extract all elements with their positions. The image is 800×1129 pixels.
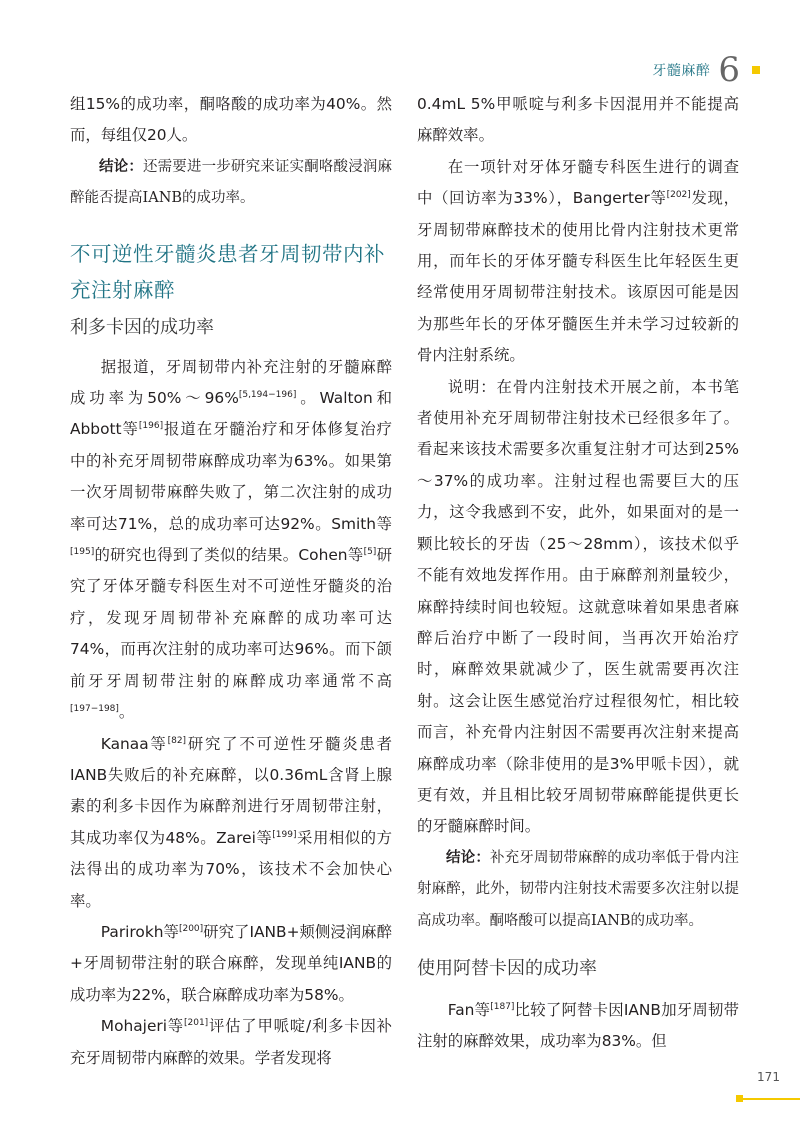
paragraph xyxy=(70,1011,392,1074)
text: 在一项针对牙体牙髓专科医生进行的调查中（回访率为33%），Bangerter等 xyxy=(417,157,739,208)
paragraph xyxy=(70,917,392,1011)
text: 研究了牙体牙髓专科医生对不可逆性牙髓炎的治疗，发现牙周韧带补充麻醉的成功率可达74%，而再次注射的成功率可达96%。而下颌前牙牙周韧带注射的麻醉成功率通常不高 xyxy=(70,546,392,690)
text: 的研究也得到了类似的结果。Cohen等 xyxy=(94,546,364,565)
page-number: 171 xyxy=(757,1070,780,1084)
text: 据报道，牙周韧带内补充注射的牙髓麻醉成功率为50%～96% xyxy=(70,357,392,408)
text: 发现，牙周韧带麻醉技术的使用比骨内注射技术更常用，而年长的牙体牙髓专科医生比年轻医生更经常使用牙周韧带注射技术。该原因可能是因为那些年长的牙体牙髓医生并未学习过较新的骨内注射系统。 xyxy=(417,189,739,365)
paragraph xyxy=(70,352,392,729)
chapter-number: 6 xyxy=(718,50,740,90)
right-column xyxy=(417,89,739,1058)
text: Kanaa等 xyxy=(100,734,168,753)
text: 。Walton和Abbott等 xyxy=(70,389,392,439)
chapter-title: 牙髓麻醉 xyxy=(652,63,711,79)
citation: [187] xyxy=(490,1001,515,1012)
text: 研究了不可逆性牙髓炎患者IANB失败后的补充麻醉，以0.36mL含肾上腺素的利多卡因作为麻醉剂进行牙周韧带注射，其成功率仅为48%。Zarei等 xyxy=(70,734,392,847)
citation: [195] xyxy=(70,546,95,557)
citation: [5,194−196] xyxy=(238,389,297,400)
paragraph: 组15%的成功率，酮咯酸的成功率为40%。然而，每组仅20人。 xyxy=(70,95,392,145)
text: Mohajeri等 xyxy=(100,1017,184,1036)
section-heading: 不可逆性牙髓炎患者牙周韧带内补充注射麻醉 xyxy=(70,241,385,302)
text: 报道在牙髓治疗和牙体修复治疗中的补充牙周韧带麻醉成功率为63%。如果第一次牙周韧带麻醉失败了，第二次注射的成功率可达71%，总的成功率可达92%。Smith等 xyxy=(70,420,392,533)
text: 研究了IANB+颊侧浸润麻醉+牙周韧带注射的联合麻醉，发现单纯IANB的成功率为22%，联合麻醉成功率为58%。 xyxy=(70,922,392,1004)
paragraph xyxy=(417,995,739,1058)
footer-rule xyxy=(739,1098,800,1100)
text: 评估了甲哌啶/利多卡因补充牙周韧带内麻醉的效果。学者发现将 xyxy=(70,1017,393,1067)
paragraph: 0.4mL 5%甲哌啶与利多卡因混用并不能提高麻醉效率。 xyxy=(417,95,739,145)
citation: [5] xyxy=(363,546,377,557)
conclusion-text: 补充牙周韧带麻醉的成功率低于骨内注射麻醉，此外，韧带内注射技术需要多次注射以提高成功率。酮咯酸可以提高IANB的成功率。 xyxy=(417,849,740,929)
left-column xyxy=(70,89,392,1074)
conclusion-text: 还需要进一步研究来证实酮咯酸浸润麻醉能否提高IANB的成功率。 xyxy=(70,158,393,207)
text: 比较了阿替卡因IANB加牙周韧带注射的麻醉效果，成功率为83%。但 xyxy=(417,1000,739,1051)
yellow-square-marker-icon xyxy=(752,66,760,74)
text: Parirokh等 xyxy=(100,922,179,941)
page-footer xyxy=(737,1070,800,1090)
conclusion-paragraph xyxy=(70,152,392,215)
text: 采用相似的方法得出的成功率为70%，该技术不会加快心率。 xyxy=(70,828,392,910)
citation: [202] xyxy=(666,190,691,201)
citation: [201] xyxy=(183,1018,209,1029)
paragraph xyxy=(417,152,739,372)
subsection-heading: 利多卡因的成功率 xyxy=(70,316,214,338)
conclusion-label: 结论： xyxy=(99,158,143,175)
citation: [200] xyxy=(178,923,204,934)
paragraph xyxy=(70,729,392,917)
running-header xyxy=(652,50,760,90)
conclusion-label: 结论： xyxy=(446,849,490,866)
citation: [199] xyxy=(272,829,297,840)
text: Fan等 xyxy=(447,1000,491,1019)
text: 。 xyxy=(118,703,135,722)
subsection-heading: 使用阿替卡因的成功率 xyxy=(417,957,597,979)
citation: [82] xyxy=(167,735,187,746)
citation: [197−198] xyxy=(70,703,119,714)
note-paragraph: 说明：在骨内注射技术开展之前，本书笔者使用补充牙周韧带注射技术已经很多年了。看起来该技术需要多次重复注射才可达到25%～37%的成功率。注射过程也需要巨大的压力，这令我感到不安，此外，如果面对的是一颗比较长的牙齿（25～28mm），该技术似乎不能有效地发挥作用。由于麻醉剂剂量较少，麻醉持续时间也较短。这就意味着如果患者麻醉后治疗中断了一段时间，当再次开始治疗时，麻醉效果就减少了，医生就需要再次注射。这会让医生感觉治疗过程很匆忙，相比较而言，补充骨内注射因不需要再次注射来提高麻醉成功率（除非使用的是3%甲哌卡因），就更有效，并且相比较牙周韧带麻醉能提供更长的牙髓麻醉时间。 xyxy=(417,377,739,836)
conclusion-paragraph xyxy=(417,843,739,937)
citation: [196] xyxy=(138,421,164,432)
